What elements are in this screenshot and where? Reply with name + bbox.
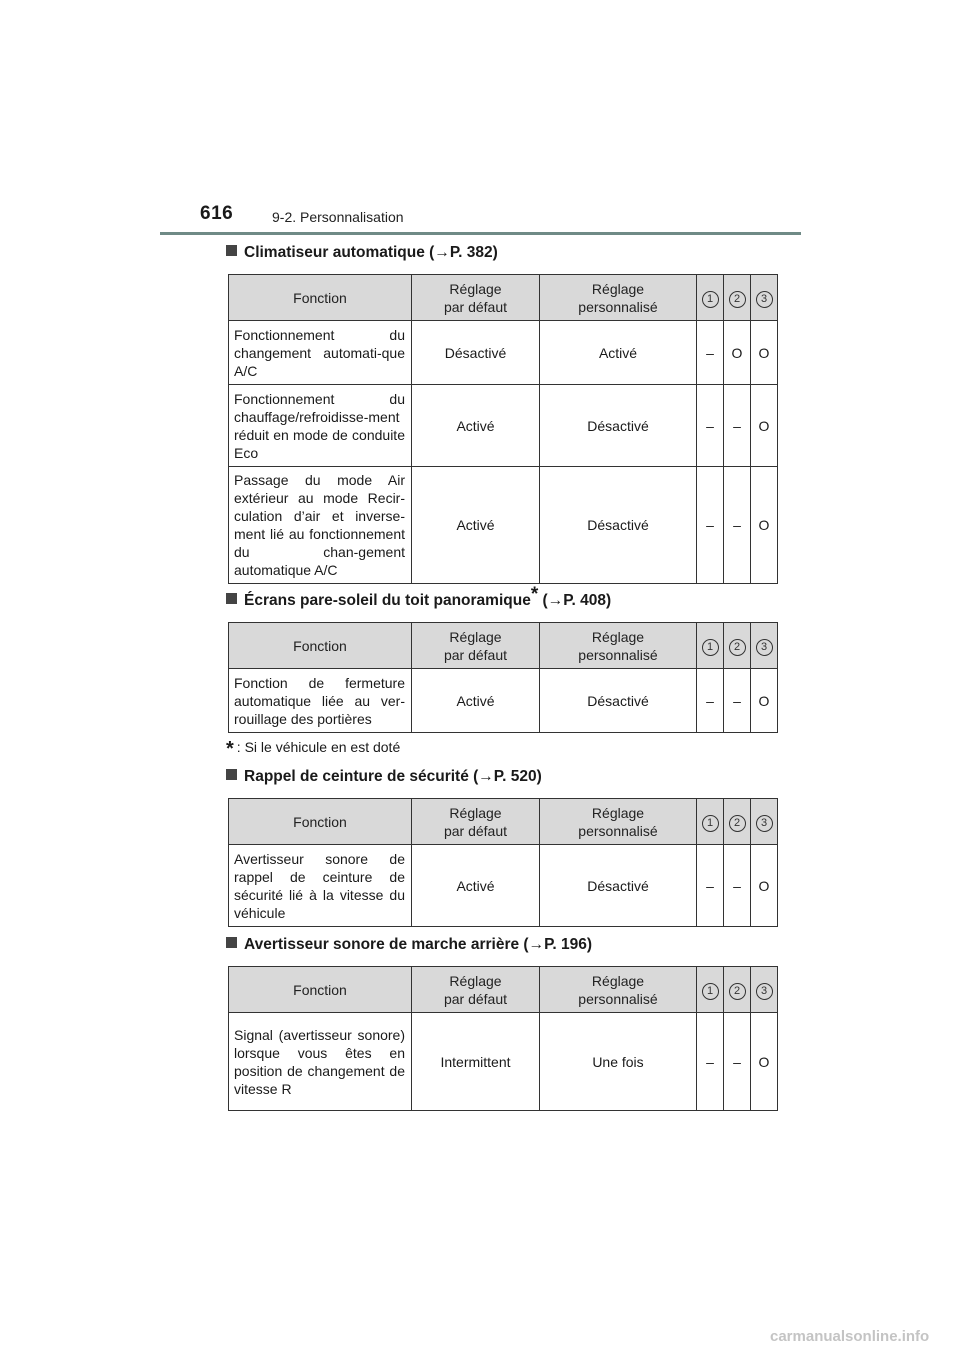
cell-c2: – [724, 385, 751, 467]
cell-function: Fonctionnement du changement automati-que A/C [229, 321, 412, 385]
header-col-2 [724, 623, 751, 669]
table-header-row [229, 967, 778, 1013]
header-rule [160, 232, 801, 235]
header-default: Réglage par défaut [412, 799, 540, 845]
cell-default: Activé [412, 385, 540, 467]
footnote: * : Si le véhicule en est doté [226, 738, 401, 760]
table-header-row [229, 275, 778, 321]
header-custom: Réglage personnalisé [540, 967, 697, 1013]
header-default: Réglage par défaut [412, 623, 540, 669]
cell-custom: Désactivé [540, 467, 697, 584]
header-col-1 [697, 275, 724, 321]
cell-default: Activé [412, 669, 540, 733]
circled-3-icon: 3 [756, 983, 773, 1000]
page-number: 616 [200, 203, 234, 224]
cell-c1: – [697, 1013, 724, 1111]
header-function: Fonction [229, 799, 412, 845]
table-row [229, 385, 778, 467]
circled-1-icon: 1 [702, 815, 719, 832]
circled-2-icon: 2 [729, 983, 746, 1000]
circled-1-icon: 1 [702, 983, 719, 1000]
table-row [229, 321, 778, 385]
arrow-icon: → [478, 768, 494, 785]
settings-table-ecrans [228, 622, 778, 733]
cell-function: Fonctionnement du chauffage/refroidisse-ment réduit en mode de conduite Eco [229, 385, 412, 467]
cell-c1: – [697, 845, 724, 927]
circled-1-icon: 1 [702, 291, 719, 308]
header-function: Fonction [229, 623, 412, 669]
asterisk-icon: * [530, 584, 539, 605]
circled-3-icon: 3 [756, 815, 773, 832]
cell-c1: – [697, 385, 724, 467]
section-heading-avertisseur: Avertisseur sonore de marche arrière (→P. 196) [226, 936, 592, 954]
cell-c3: O [751, 385, 778, 467]
header-col-3 [751, 799, 778, 845]
cell-c1: – [697, 321, 724, 385]
header-col-1 [697, 799, 724, 845]
circled-2-icon: 2 [729, 639, 746, 656]
table-row [229, 1013, 778, 1111]
cell-default: Intermittent [412, 1013, 540, 1111]
arrow-icon: → [547, 592, 564, 609]
header-function: Fonction [229, 275, 412, 321]
cell-c2: O [724, 321, 751, 385]
header-default: Réglage par défaut [412, 275, 540, 321]
cell-function: Signal (avertisseur sonore) lorsque vous êtes en position de changement de vitesse R [229, 1013, 412, 1111]
cell-c3: O [751, 1013, 778, 1111]
circled-1-icon: 1 [702, 639, 719, 656]
cell-default: Activé [412, 845, 540, 927]
asterisk-icon: * [226, 738, 234, 760]
section-heading-climatiseur: Climatiseur automatique (→P. 382) [226, 244, 498, 262]
settings-table-avertisseur [228, 966, 778, 1111]
cell-function: Avertisseur sonore de rappel de ceinture de sécurité lié à la vitesse du véhicule [229, 845, 412, 927]
cell-custom: Désactivé [540, 669, 697, 733]
header-col-3 [751, 275, 778, 321]
cell-custom: Une fois [540, 1013, 697, 1111]
chapter-title: 9-2. Personnalisation [272, 209, 404, 225]
section-heading-rappel: Rappel de ceinture de sécurité (→P. 520) [226, 768, 542, 786]
table-row [229, 467, 778, 584]
settings-table-climatiseur [228, 274, 778, 584]
table-row [229, 845, 778, 927]
header-function: Fonction [229, 967, 412, 1013]
cell-custom: Activé [540, 321, 697, 385]
cell-c1: – [697, 669, 724, 733]
header-col-3 [751, 967, 778, 1013]
cell-c2: – [724, 1013, 751, 1111]
circled-3-icon: 3 [756, 291, 773, 308]
watermark-text: carmanualsonline.info [770, 1328, 930, 1345]
cell-function: Passage du mode Air extérieur au mode Recir-culation d’air et inverse-ment lié au fonctionnement du chan-gement automatique A/C [229, 467, 412, 584]
header-custom: Réglage personnalisé [540, 275, 697, 321]
cell-custom: Désactivé [540, 845, 697, 927]
cell-custom: Désactivé [540, 385, 697, 467]
cell-c3: O [751, 669, 778, 733]
circled-3-icon: 3 [756, 639, 773, 656]
square-bullet-icon [226, 937, 237, 948]
cell-c2: – [724, 845, 751, 927]
header-col-2 [724, 799, 751, 845]
header-custom: Réglage personnalisé [540, 799, 697, 845]
cell-c3: O [751, 321, 778, 385]
square-bullet-icon [226, 769, 237, 780]
header-default: Réglage par défaut [412, 967, 540, 1013]
cell-function: Fonction de fermeture automatique liée au ver-rouillage des portières [229, 669, 412, 733]
header-col-1 [697, 623, 724, 669]
cell-c3: O [751, 467, 778, 584]
cell-c3: O [751, 845, 778, 927]
cell-default: Activé [412, 467, 540, 584]
header-col-1 [697, 967, 724, 1013]
header-col-2 [724, 275, 751, 321]
header-col-2 [724, 967, 751, 1013]
section-heading-ecrans: Écrans pare-soleil du toit panoramique* (→P. 408) [226, 592, 611, 610]
square-bullet-icon [226, 245, 237, 256]
cell-c1: – [697, 467, 724, 584]
header-col-3 [751, 623, 778, 669]
table-header-row [229, 623, 778, 669]
arrow-icon: → [434, 244, 450, 261]
square-bullet-icon [226, 593, 237, 604]
cell-c2: – [724, 467, 751, 584]
cell-c2: – [724, 669, 751, 733]
table-header-row [229, 799, 778, 845]
circled-2-icon: 2 [729, 291, 746, 308]
header-custom: Réglage personnalisé [540, 623, 697, 669]
arrow-icon: → [528, 936, 545, 953]
table-row [229, 669, 778, 733]
settings-table-rappel [228, 798, 778, 927]
circled-2-icon: 2 [729, 815, 746, 832]
cell-default: Désactivé [412, 321, 540, 385]
